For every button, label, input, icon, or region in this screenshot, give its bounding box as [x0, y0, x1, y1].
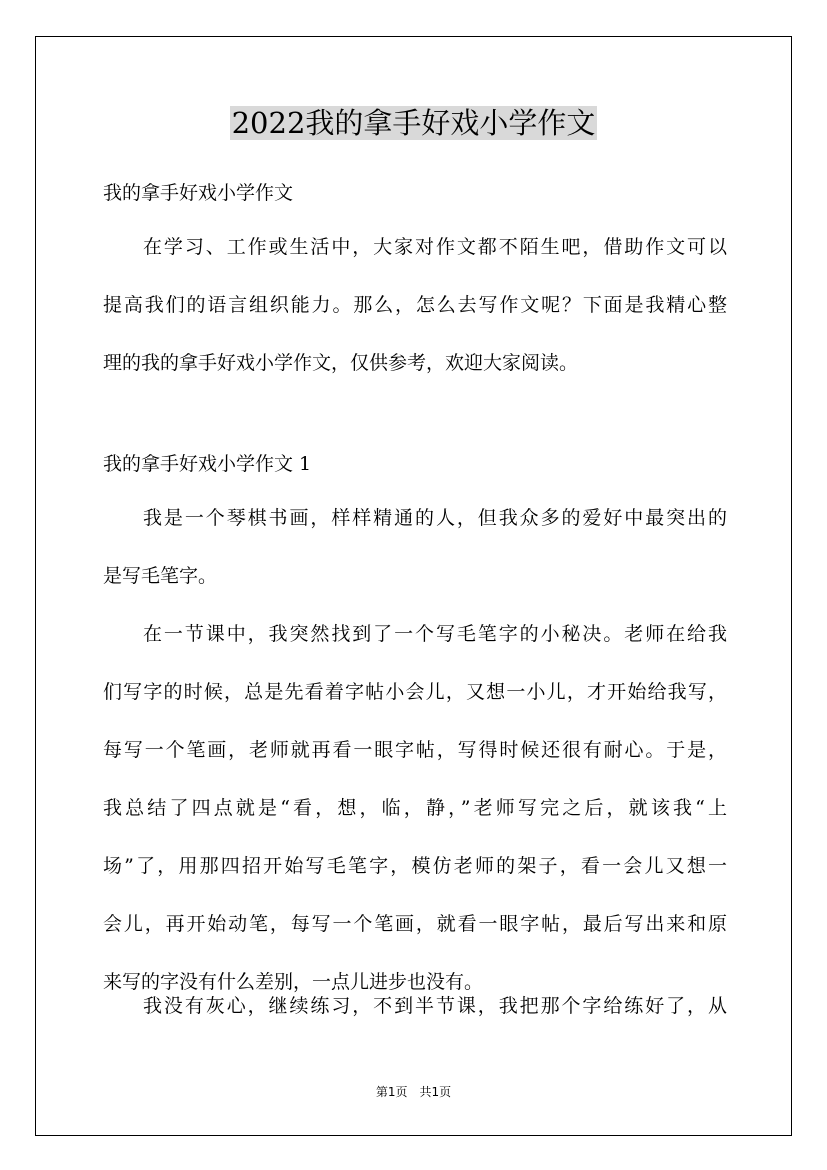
paragraph-line: 我是一个琴棋书画，样样精通的人，但我众多的爱好中最突出的: [143, 507, 727, 529]
essay-heading: 我的拿手好戏小学作文 1: [103, 453, 312, 475]
paragraph-line: 们写字的时候，总是先看着字帖小会儿，又想一小儿，才开始给我写，: [103, 681, 727, 703]
paragraph-2: [103, 605, 727, 1011]
paragraph-3: [103, 977, 727, 1035]
paragraph-1: [103, 489, 727, 605]
intro-line: 在学习、工作或生活中，大家对作文都不陌生吧，借助作文可以: [143, 236, 727, 258]
document-title: 2022我的拿手好戏小学作文: [231, 106, 596, 140]
intro-line: 提高我们的语言组织能力。那么，怎么去写作文呢？下面是我精心整: [103, 294, 727, 316]
paragraph-line: 场”了，用那四招开始写毛笔字，模仿老师的架子，看一会儿又想一: [103, 855, 727, 877]
paragraph-line: 每写一个笔画，老师就再看一眼字帖，写得时候还很有耐心。于是，: [103, 739, 727, 761]
paragraph-line: 会儿，再开始动笔，每写一个笔画，就看一眼字帖，最后写出来和原: [103, 913, 727, 935]
intro-paragraph: [103, 218, 727, 392]
paragraph-line: 是写毛笔字。: [103, 565, 218, 587]
paragraph-line: 我总结了四点就是“看，想，临，静，”老师写完之后，就该我“上: [103, 797, 727, 819]
page-number: 第1页: [375, 1085, 408, 1099]
paragraph-line: 在一节课中，我突然找到了一个写毛笔字的小秘决。老师在给我: [143, 623, 727, 645]
intro-line: 理的我的拿手好戏小学作文，仅供参考，欢迎大家阅读。: [103, 352, 579, 374]
document-subtitle: 我的拿手好戏小学作文: [103, 182, 294, 204]
paragraph-line: 我没有灰心，继续练习，不到半节课，我把那个字给练好了，从: [143, 995, 727, 1017]
paragraph-line: 来写的字没有什么差别，一点儿进步也没有。: [103, 971, 484, 993]
page-footer: [0, 1083, 827, 1100]
page-total: 共1页: [419, 1085, 452, 1099]
